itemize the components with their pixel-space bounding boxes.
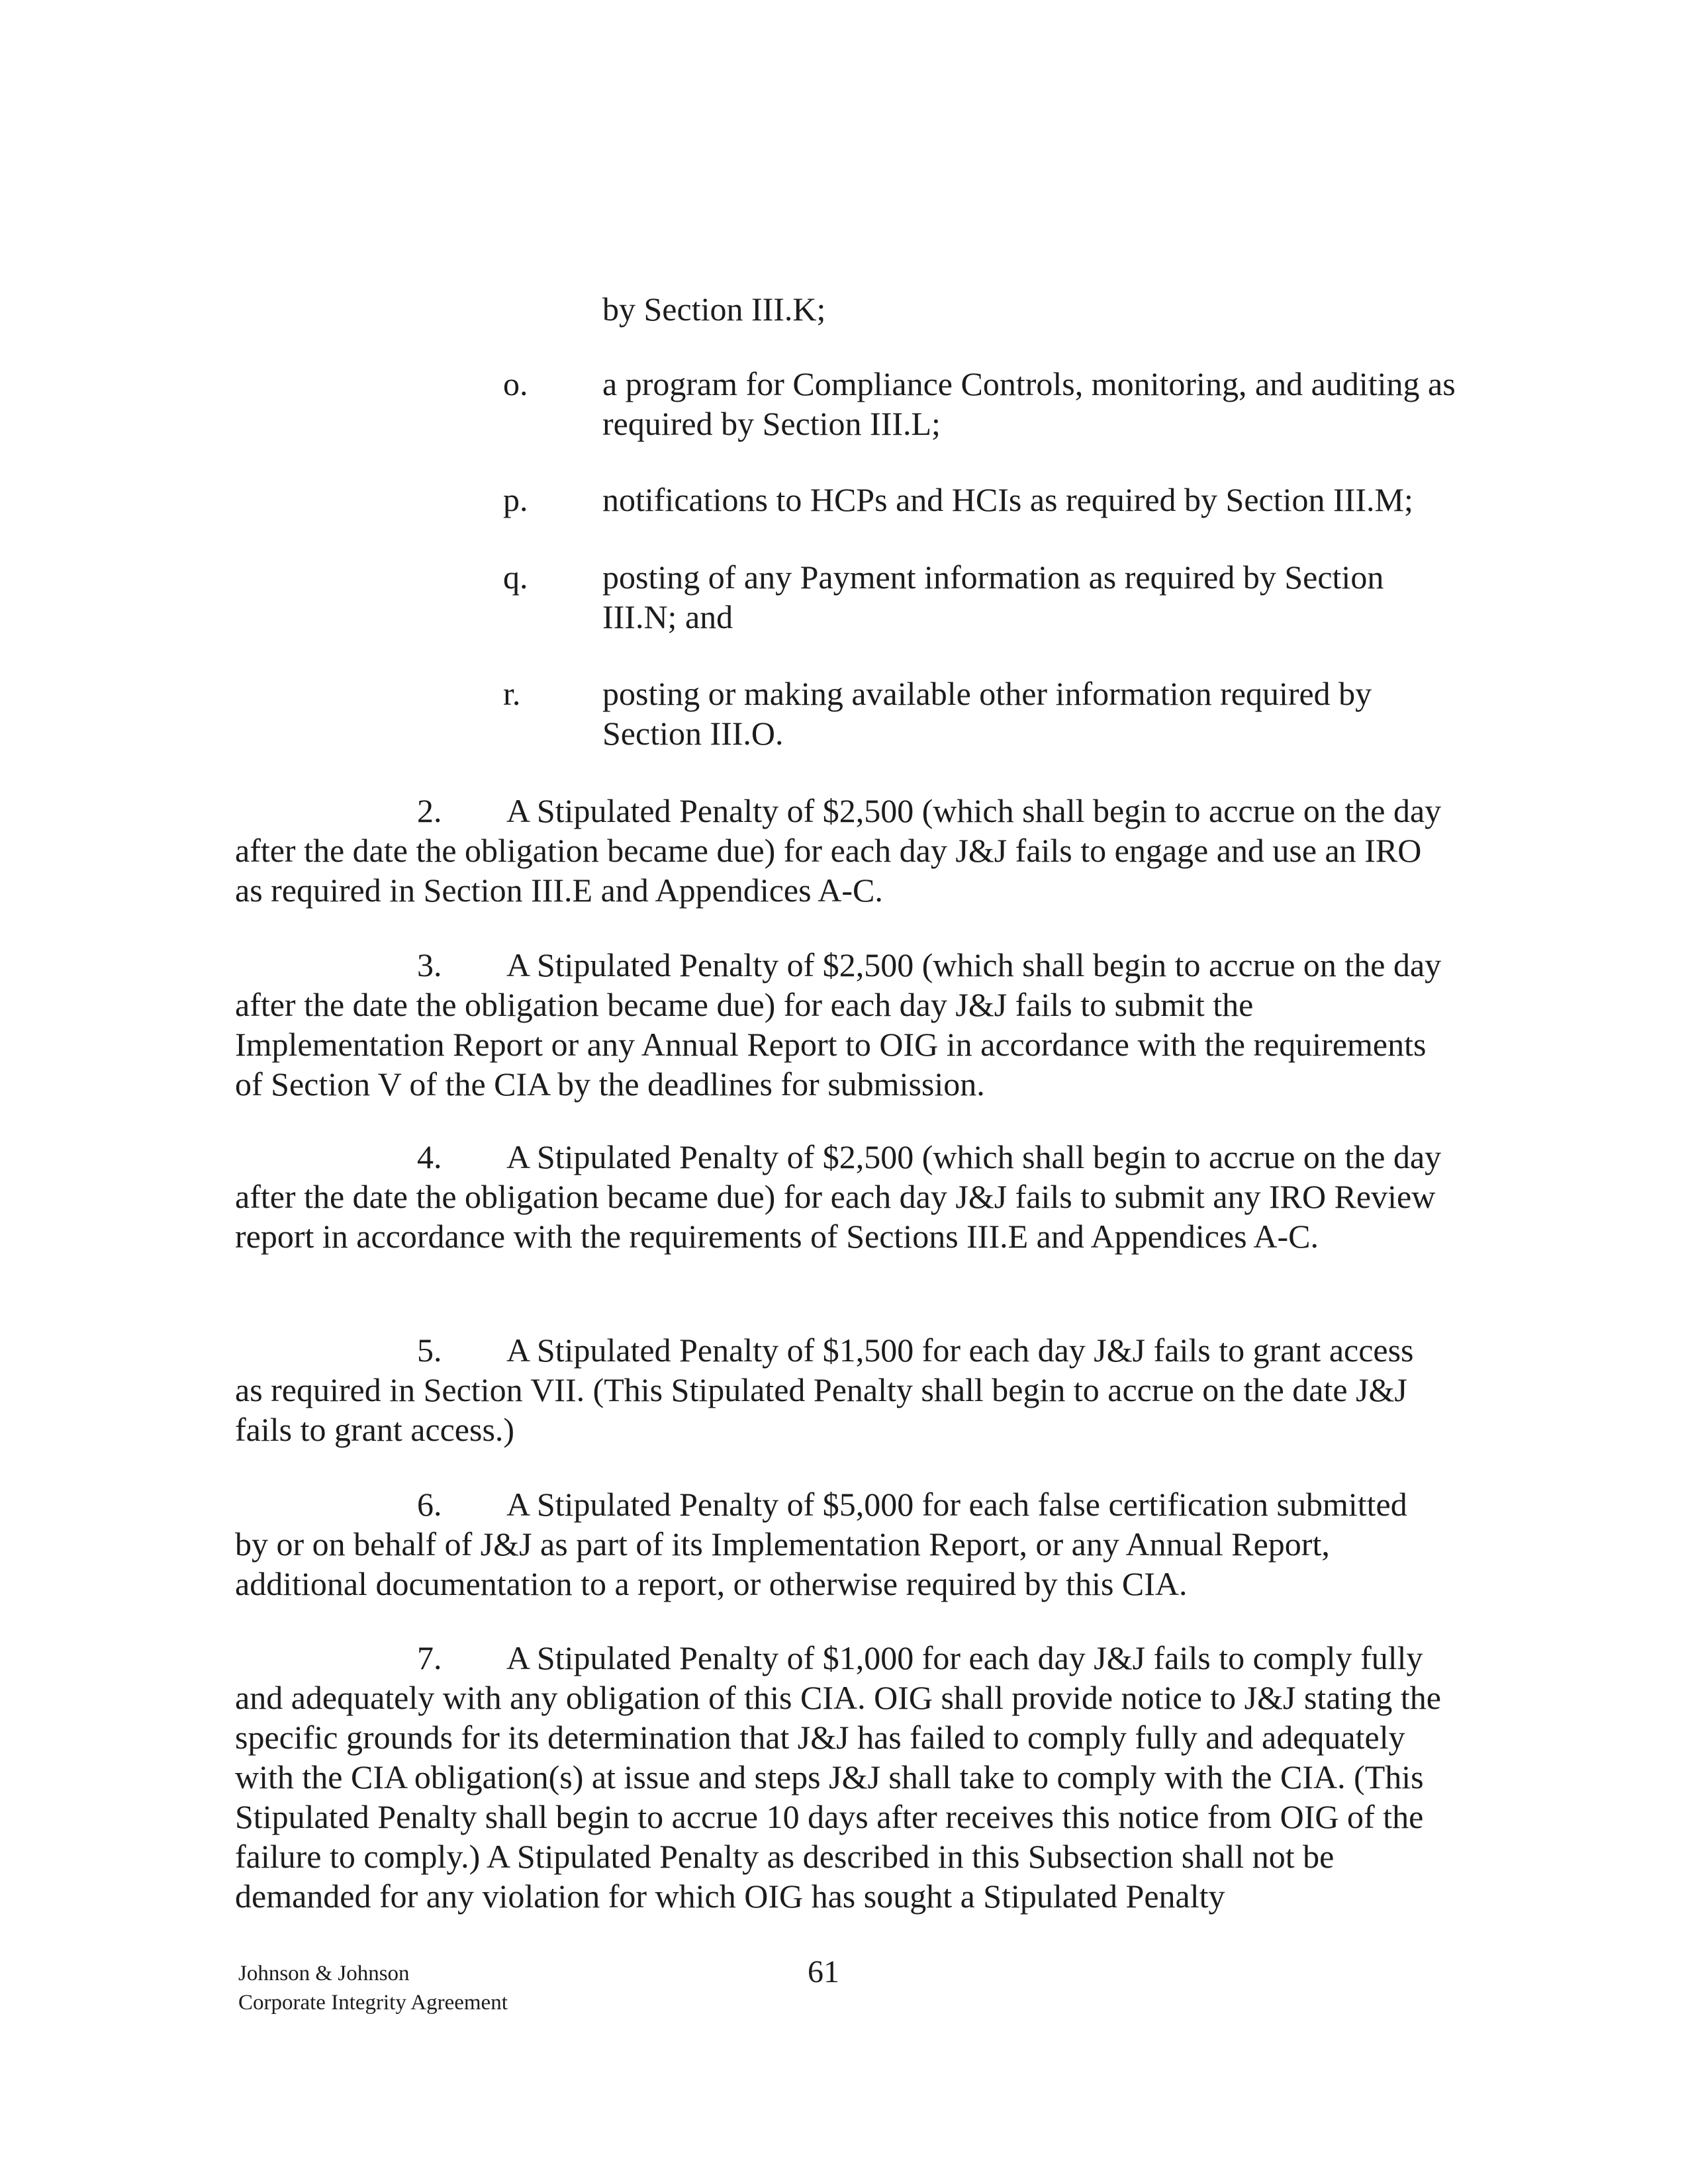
continuation-text: by Section III.K;: [602, 291, 826, 328]
paragraph-number: 3.: [417, 946, 442, 983]
sub-item-text: a program for Compliance Controls, monitoring, and auditing as required by Section III.L;: [602, 365, 1456, 442]
paragraph-5: [235, 1330, 1446, 1449]
paragraph-number: 7.: [417, 1639, 442, 1676]
paragraph-text: A Stipulated Penalty of $1,000 for each day J&J fails to comply fully and adequately with any obligation of this CIA. OIG shall provide notice to J&J stating the specific grounds for its determination that J&J has failed to comply fully and adequately with the CIA obligation(s) at issue and steps J&J shall take to comply with the CIA. (This Stipulated Penalty shall begin to accrue 10 days after receives this notice from OIG of the failure to comply.) A Stipulated Penalty as described in this Subsection shall not be demanded for any violation for which OIG has sought a Stipulated Penalty: [235, 1639, 1441, 1915]
paragraph-text: A Stipulated Penalty of $5,000 for each false certification submitted by or on behalf of J&J as part of its Implementation Report, or any Annual Report, additional documentation to a report, or otherwise required by this CIA.: [235, 1486, 1407, 1602]
paragraph-7: [235, 1638, 1446, 1916]
paragraph-text: A Stipulated Penalty of $2,500 (which shall begin to accrue on the day after the date the obligation became due) for each day J&J fails to submit the Implementation Report or any Annual Report to OIG in accordance with the requirements of Section V of the CIA by the deadlines for submission.: [235, 946, 1442, 1103]
paragraph-3: [235, 945, 1446, 1104]
sub-item-text: posting or making available other information required by Section III.O.: [602, 675, 1372, 752]
sub-item-letter: o.: [503, 365, 528, 402]
paragraph-4: [235, 1137, 1446, 1256]
paragraph-number: 2.: [417, 792, 442, 829]
paragraph-text: A Stipulated Penalty of $2,500 (which shall begin to accrue on the day after the date the obligation became due) for each day J&J fails to engage and use an IRO as required in Section III.E and Appendices A-C.: [235, 792, 1442, 909]
footer-company: Johnson & Johnson: [238, 1962, 410, 1985]
paragraph-2: [235, 791, 1446, 910]
sub-item-letter: p.: [503, 481, 528, 518]
footer: [238, 1959, 508, 2017]
paragraph-6: [235, 1484, 1446, 1604]
paragraph-text: A Stipulated Penalty of $1,500 for each day J&J fails to grant access as required in Section VII. (This Stipulated Penalty shall begin to accrue on the date J&J fails to grant access.): [235, 1332, 1414, 1448]
paragraph-text: A Stipulated Penalty of $2,500 (which shall begin to accrue on the day after the date the obligation became due) for each day J&J fails to submit any IRO Review report in accordance with the requirements of Sections III.E and Appendices A-C.: [235, 1138, 1442, 1255]
footer-document-title: Corporate Integrity Agreement: [238, 1991, 508, 2015]
paragraph-number: 4.: [417, 1138, 442, 1175]
sub-item-letter: r.: [503, 675, 521, 712]
sub-item-text: posting of any Payment information as required by Section III.N; and: [602, 559, 1384, 635]
sub-item-text: notifications to HCPs and HCIs as required by Section III.M;: [602, 481, 1413, 518]
sub-item-letter: q.: [503, 559, 528, 596]
paragraph-number: 6.: [417, 1486, 442, 1523]
page-number: 61: [808, 1954, 839, 1989]
paragraph-number: 5.: [417, 1332, 442, 1369]
